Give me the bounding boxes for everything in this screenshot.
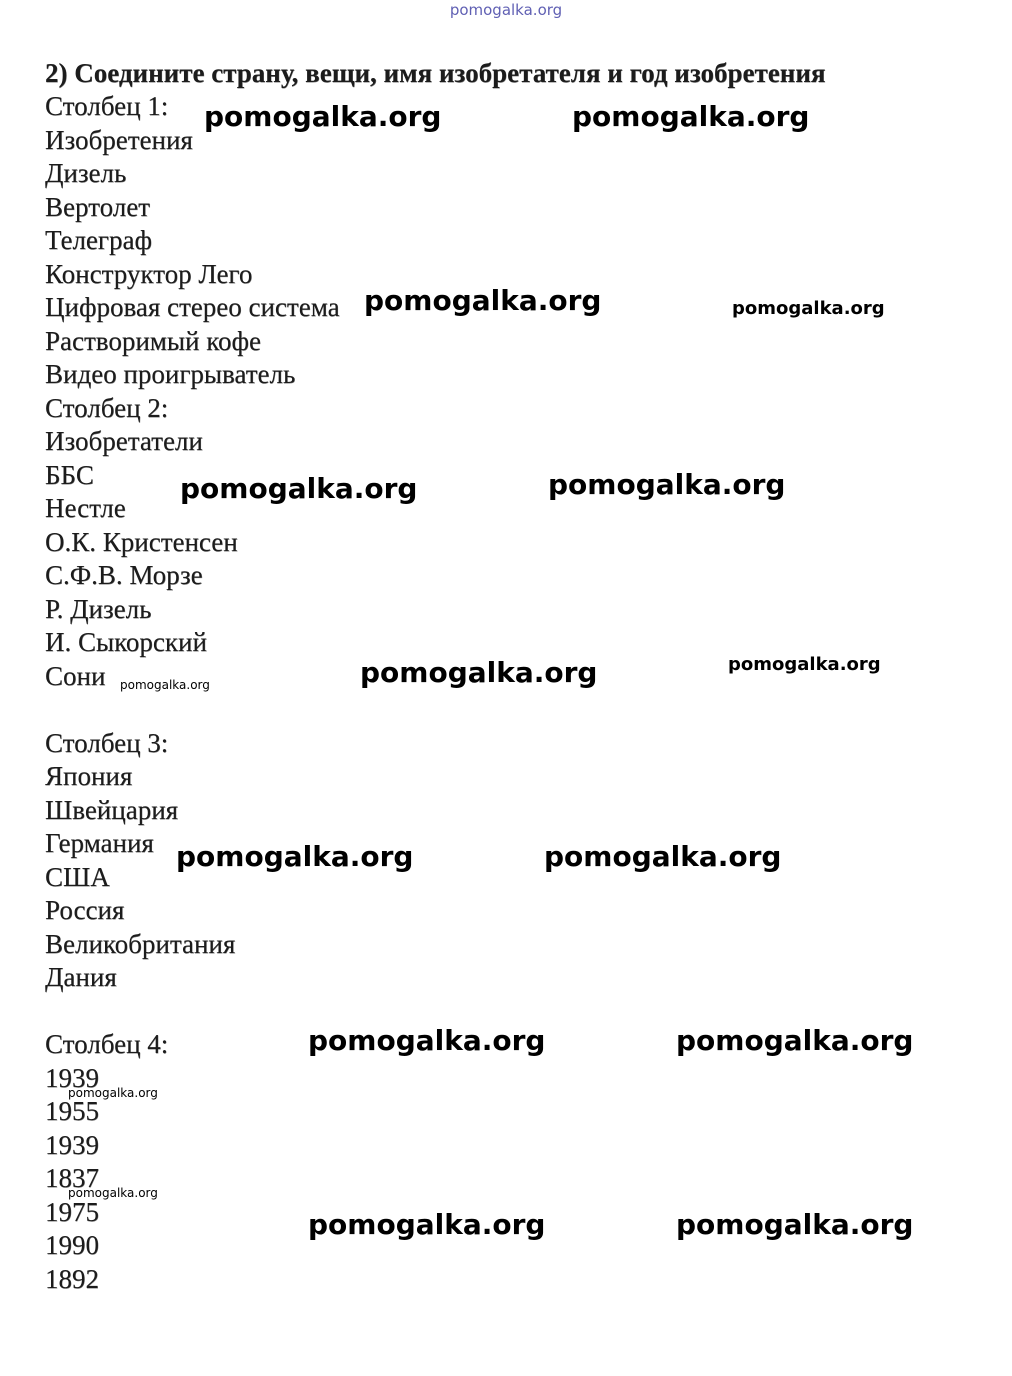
column4-item: 1955 xyxy=(45,1096,99,1126)
column2-item: Р. Дизель xyxy=(45,594,152,624)
column1-item: Дизель xyxy=(45,158,127,188)
column3-item: Россия xyxy=(45,895,125,925)
watermark: pomogalka.org xyxy=(728,654,881,675)
column4-item: 1990 xyxy=(45,1230,99,1260)
column3-item: Великобритания xyxy=(45,929,236,959)
column2-label: Столбец 2: xyxy=(45,393,169,423)
watermark: pomogalka.org xyxy=(308,1024,546,1057)
task-title: 2) Соедините страну, вещи, имя изобретателя и год изобретения xyxy=(45,58,826,88)
watermark: pomogalka.org xyxy=(676,1024,914,1057)
column3-item: Япония xyxy=(45,761,133,791)
column3-label: Столбец 3: xyxy=(45,728,169,758)
column3-item: Дания xyxy=(45,962,117,992)
column1-item: Конструктор Лего xyxy=(45,259,253,289)
column2-item: О.К. Кристенсен xyxy=(45,527,238,557)
column1-item: Вертолет xyxy=(45,192,150,222)
watermark: pomogalka.org xyxy=(364,284,602,317)
watermark: pomogalka.org xyxy=(120,678,210,692)
column2-item: С.Ф.В. Морзе xyxy=(45,560,203,590)
watermark: pomogalka.org xyxy=(676,1208,914,1241)
column4-item: 1975 xyxy=(45,1197,99,1227)
watermark: pomogalka.org xyxy=(68,1186,158,1200)
column1-item: Изобретения xyxy=(45,125,193,155)
column2-item: Изобретатели xyxy=(45,426,203,456)
watermark: pomogalka.org xyxy=(548,468,786,501)
column2-item: И. Сыкорский xyxy=(45,627,207,657)
column4-item: 1837 xyxy=(45,1163,99,1193)
column4-label: Столбец 4: xyxy=(45,1029,169,1059)
column2-item: ББС xyxy=(45,460,94,490)
column4-item: 1892 xyxy=(45,1264,99,1294)
watermark: pomogalka.org xyxy=(308,1208,546,1241)
column3-item: Швейцария xyxy=(45,795,179,825)
watermark: pomogalka.org xyxy=(572,100,810,133)
column2-item: Нестле xyxy=(45,493,126,523)
column3-item: Германия xyxy=(45,828,154,858)
watermark: pomogalka.org xyxy=(360,656,598,689)
column4-item: 1939 xyxy=(45,1130,99,1160)
watermark: pomogalka.org xyxy=(544,840,782,873)
column1-label: Столбец 1: xyxy=(45,91,169,121)
watermark: pomogalka.org xyxy=(732,298,885,319)
column1-item: Растворимый кофе xyxy=(45,326,261,356)
column3-item: США xyxy=(45,862,110,892)
column2-item: Сони xyxy=(45,661,106,691)
site-header[interactable]: pomogalka.org xyxy=(449,1,563,19)
column1-item: Цифровая стерео система xyxy=(45,292,340,322)
column4-item: 1939 xyxy=(45,1063,99,1093)
watermark: pomogalka.org xyxy=(68,1086,158,1100)
watermark: pomogalka.org xyxy=(176,840,414,873)
column1-item: Телеграф xyxy=(45,225,152,255)
watermark: pomogalka.org xyxy=(180,472,418,505)
watermark: pomogalka.org xyxy=(204,100,442,133)
column1-item: Видео проигрыватель xyxy=(45,359,296,389)
